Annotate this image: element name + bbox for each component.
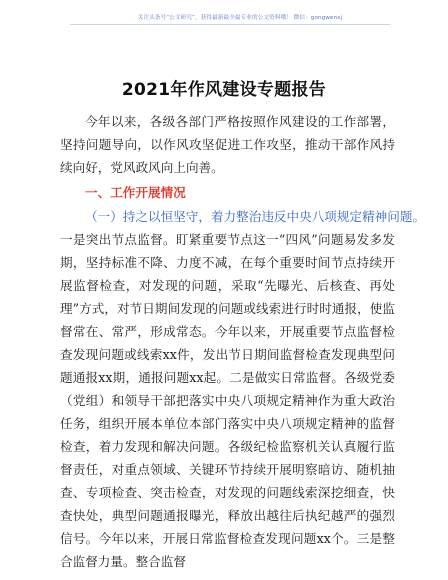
main-paragraph: 一是突出节点监督。盯紧重要节点这一“四风”问题易发多发期，坚持标准不降、力度不减，在每个重要时间节点持续开展监督检查，对发现的问题，采取“先曝光、后核查、再处理”方式，对节日期间发现的问题或线索进行时时通报，使监督常在、常严，形成常态。今年以来，开展重要节点监督检查发现问题或线索xx件，发出节日期间监督检查发现典型问题通报xx期，通报问题xx起。二是做实日常监督。各级党委（党组）和领导干部把落实中央八项规定精神作为重大政治任务，组织开展本单位本部门落实中央八项规定精神的监督检查，着力发现和解决问题。各级纪检监察机关认真履行监督责任，对重点领域、关键环节持续开展明察暗访、随机抽查、专项检查、突击检查，对发现的问题线索深挖细查，快查快处，典型问题通报曝光，释放出越往后执纪越严的强烈信号。今年以来，开展日常监督检查发现问题xx个。三是整合监督力量。整合监督 — [60, 232, 395, 569]
sub-heading: （一）持之以恒坚守，着力整治违反中央八项规定精神问题。 — [85, 209, 426, 224]
intro-paragraph: 今年以来，各级各部门严格按照作风建设的工作部署，坚持问题导向，以作风攻坚促进工作攻坚，推动干部作风持续向好，党风政风向上向善。 — [60, 114, 395, 175]
header-banner: 关注头条号“公文研究”，获得最新最全最专业的公文资料哦！ 微信：gongwenxj — [137, 15, 343, 21]
section-heading: 一、工作开展情况 — [85, 185, 186, 200]
document-title: 2021年作风建设专题报告 — [121, 80, 327, 100]
header-divider — [70, 24, 390, 25]
